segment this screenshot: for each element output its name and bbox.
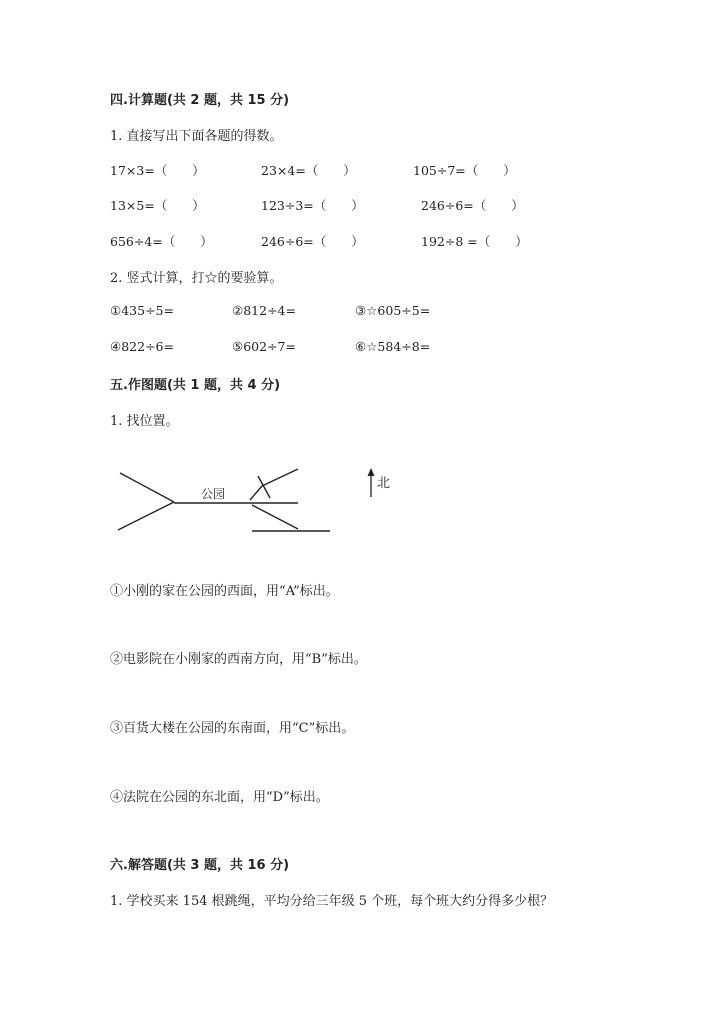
map-item-3: ③百货大楼在公园的东南面，用“C”标出。 [110, 721, 355, 736]
division-item-2: ②812÷4= [232, 303, 296, 318]
map-road-east-top [262, 469, 298, 486]
division-item-4: ④822÷6= [110, 339, 174, 354]
section5-q1-prompt: 1. 找位置。 [110, 414, 179, 429]
north-arrow-icon [368, 468, 375, 497]
arith-r1-c3: 105÷7=（ ） [413, 163, 516, 178]
arith-r2-c1: 13×5=（ ） [110, 198, 205, 213]
division-item-6: ⑥☆584÷8= [355, 339, 431, 354]
section6-title: 六.解答题(共 3 题，共 16 分) [110, 858, 290, 873]
arith-r3-c3: 192÷8 =（ ） [421, 234, 528, 249]
arith-r3-c2: 246÷6=（ ） [261, 234, 364, 249]
park-label: 公园 [201, 487, 226, 501]
map-road-west-lower [118, 502, 174, 530]
division-item-1: ①435÷5= [110, 303, 174, 318]
arith-r2-c3: 246÷6=（ ） [421, 198, 524, 213]
division-item-3: ③☆605÷5= [355, 303, 431, 318]
north-label: 北 [377, 476, 391, 491]
section4-q2-prompt: 2. 竖式计算，打☆的要验算。 [110, 271, 283, 286]
section4-title: 四.计算题(共 2 题，共 15 分) [110, 93, 290, 108]
section5-title: 五.作图题(共 1 题，共 4 分) [110, 378, 281, 393]
arith-r3-c1: 656÷4=（ ） [110, 234, 213, 249]
map-road-east-branch [258, 476, 270, 498]
map-road-east-join [250, 486, 262, 500]
map-item-1: ①小刚的家在公园的西面，用“A”标出。 [110, 584, 339, 599]
map-road-east-diagonal [252, 505, 298, 529]
map-item-2: ②电影院在小刚家的西南方向，用“B”标出。 [110, 652, 367, 667]
arith-r1-c2: 23×4=（ ） [261, 163, 356, 178]
arith-r2-c2: 123÷3=（ ） [261, 198, 364, 213]
map-item-4: ④法院在公园的东北面，用“D”标出。 [110, 790, 329, 805]
section4-q1-prompt: 1. 直接写出下面各题的得数。 [110, 129, 283, 144]
section6-q1-prompt: 1. 学校买来 154 根跳绳，平均分给三年级 5 个班，每个班大约分得多少根？ [110, 894, 554, 909]
arith-r1-c1: 17×3=（ ） [110, 163, 205, 178]
map-road-west-upper [120, 473, 174, 502]
division-item-5: ⑤602÷7= [232, 339, 296, 354]
